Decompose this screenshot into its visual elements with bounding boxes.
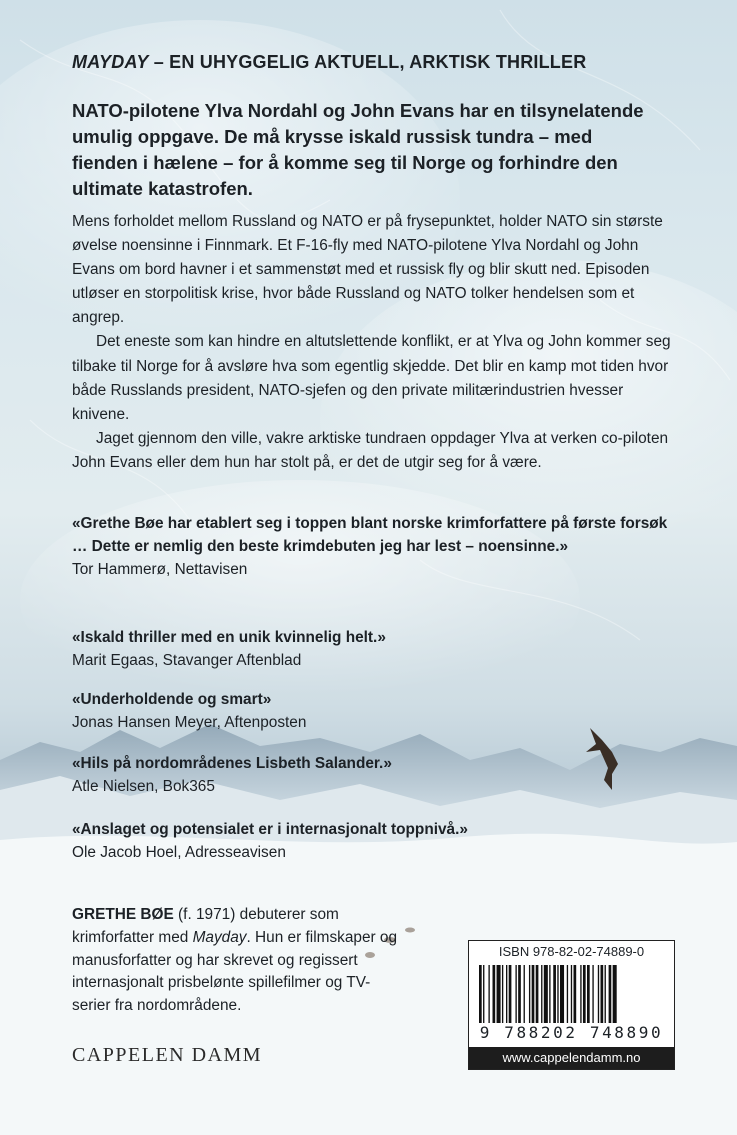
synopsis-paragraph: Jaget gjennom den ville, vakre arktiske tundraen oppdager Ylva at verken co-piloten John Evans eller dem hun har stolt på, er det de utgir seg for å være. bbox=[72, 429, 669, 471]
barcode-bar bbox=[567, 965, 568, 1023]
quote-text: «Iskald thriller med en unik kvinnelig helt.» bbox=[72, 629, 386, 646]
barcode-block bbox=[468, 940, 675, 1070]
review-quote bbox=[72, 512, 672, 581]
barcode-bar bbox=[583, 965, 586, 1023]
barcode-bar bbox=[557, 965, 558, 1023]
barcode-bar bbox=[493, 965, 496, 1023]
barcode-bar bbox=[497, 965, 501, 1023]
barcode-bar bbox=[541, 965, 542, 1023]
barcode-bar bbox=[536, 965, 539, 1023]
barcode-bar bbox=[524, 965, 525, 1023]
book-title: Mayday bbox=[192, 928, 247, 946]
quote-text: «Underholdende og smart» bbox=[72, 691, 272, 708]
barcode-bar bbox=[515, 965, 516, 1023]
barcode-bar bbox=[592, 965, 593, 1023]
review-quote bbox=[72, 626, 672, 672]
synopsis-paragraph: Mens forholdet mellom Russland og NATO er på frysepunktet, holder NATO sin største øvelse noensinne i Finnmark. Et F-16-fly med NATO-pilotene Ylva Nordahl og John Evans om bord havner i et sammenstøt med et russisk fly og blir skutt ned. Episoden utløser en storpolitisk krise, hvor både Russland og NATO tolker hendelsen som et angrep. bbox=[72, 213, 663, 327]
barcode-bar bbox=[549, 965, 550, 1023]
headline-title: MAYDAY bbox=[72, 52, 149, 72]
synopsis bbox=[72, 210, 672, 475]
review-quote bbox=[72, 752, 672, 798]
quote-source: Atle Nielsen, Bok365 bbox=[72, 778, 215, 795]
review-quote bbox=[72, 818, 672, 864]
synopsis-paragraph: Det eneste som kan hindre en altutslettende konflikt, er at Ylva og John kommer seg tilbake til Norge for å avsløre hva som egentlig skjedde. Det blir en kamp mot tiden hvor både Russlands president, NATO-sjefen og den private militærindustrien hvesser knivene. bbox=[72, 333, 671, 423]
barcode-bar bbox=[580, 965, 581, 1023]
barcode-bar bbox=[601, 965, 604, 1023]
bio-text: (f. 1971) debuterer som krimforfatter med bbox=[72, 906, 339, 946]
isbn-number: ISBN 978-82-02-74889-0 bbox=[469, 941, 674, 963]
barcode-bar bbox=[598, 965, 599, 1023]
barcode-bar bbox=[509, 965, 512, 1023]
quote-source: Marit Egaas, Stavanger Aftenblad bbox=[72, 652, 302, 669]
quote-source: Ole Jacob Hoel, Adresseavisen bbox=[72, 844, 286, 861]
barcode-bar bbox=[488, 965, 489, 1023]
barcode-bar bbox=[518, 965, 521, 1023]
barcode-digits: 9 788202 748890 bbox=[479, 1023, 664, 1042]
quote-source: Tor Hammerø, Nettavisen bbox=[72, 561, 248, 578]
bio-text: . Hun er filmskaper og manusforfatter og har skrevet og regissert internasjonalt prisbelønte spillefilmer og TV-serier fra nordområdene. bbox=[72, 928, 398, 1015]
quote-text: «Hils på nordområdenes Lisbeth Salander.» bbox=[72, 755, 392, 772]
barcode-bar bbox=[587, 965, 590, 1023]
barcode-bar bbox=[479, 965, 482, 1023]
barcode-bar bbox=[613, 965, 617, 1023]
barcode-bar bbox=[544, 965, 548, 1023]
barcode-bar bbox=[532, 965, 535, 1023]
quote-source: Jonas Hansen Meyer, Aftenposten bbox=[72, 714, 307, 731]
barcode-bar bbox=[483, 965, 484, 1023]
barcode-bar bbox=[605, 965, 606, 1023]
barcode-bar bbox=[506, 965, 507, 1023]
headline-subtitle: – EN UHYGGELIG AKTUELL, ARKTISK THRILLER bbox=[148, 52, 587, 72]
quote-text: «Anslaget og potensialet er i internasjonalt toppnivå.» bbox=[72, 821, 468, 838]
quote-text: «Grethe Bøe har etablert seg i toppen blant norske krimforfattere på første forsøk … Dette er nemlig den beste krimdebuten jeg har lest – noensinne.» bbox=[72, 515, 668, 555]
barcode-bar bbox=[574, 965, 577, 1023]
review-quote bbox=[72, 688, 672, 734]
publisher-url: www.cappelendamm.no bbox=[469, 1047, 674, 1069]
barcode-bar bbox=[560, 965, 564, 1023]
lead-paragraph: NATO-pilotene Ylva Nordahl og John Evans har en tilsynelatende umulig oppgave. De må krysse iskald russisk tundra – med fienden i hælene – for å komme seg til Norge og forhindre den ultimate katastrofen. bbox=[72, 100, 644, 199]
barcode-bar bbox=[553, 965, 556, 1023]
barcode-bar bbox=[609, 965, 612, 1023]
barcode-bar bbox=[529, 965, 530, 1023]
barcode-bar bbox=[571, 965, 572, 1023]
author-bio bbox=[72, 904, 402, 1018]
barcode-icon bbox=[477, 965, 666, 1023]
publisher-logo: CAPPELEN DAMM bbox=[72, 1044, 263, 1066]
barcode-bar bbox=[502, 965, 503, 1023]
headline bbox=[72, 52, 672, 73]
author-name: GRETHE BØE bbox=[72, 906, 174, 923]
